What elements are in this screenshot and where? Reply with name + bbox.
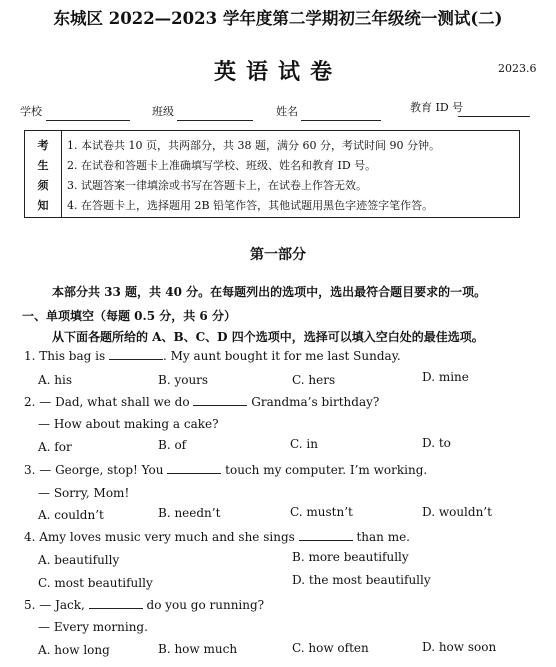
option-c[interactable]: C. hers [292, 373, 336, 387]
option-a[interactable]: A. couldn’t [38, 508, 104, 522]
exam-notice-box [24, 130, 520, 218]
notice-side-char: 生 [37, 159, 49, 172]
notice-item: 3. 试题答案一律填涂或书写在答题卡上，在试卷上作答无效。 [67, 179, 367, 192]
notice-side-char: 须 [37, 179, 49, 192]
part-intro: 本部分共 33 题，共 40 分。在每题列出的选项中，选出最符合题目要求的一项。 [52, 285, 487, 299]
name-field-line[interactable] [301, 120, 381, 121]
option-d[interactable]: D. wouldn’t [422, 505, 492, 519]
subject-title: 英语试卷 [213, 59, 342, 85]
notice-item: 2. 在试卷和答题卡上准确填写学校、班级、姓名和教育 ID 号。 [67, 159, 377, 172]
option-d[interactable]: D. how soon [422, 640, 497, 654]
section-instruction: 从下面各题所给的 A、B、C、D 四个选项中，选择可以填入空白处的最佳选项。 [52, 330, 484, 344]
notice-side-char: 知 [37, 199, 49, 212]
option-d[interactable]: D. mine [422, 370, 469, 384]
part-title: 第一部分 [250, 247, 306, 263]
notice-item: 1. 本试卷共 10 页，共两部分，共 38 题，满分 60 分，考试时间 90 分钟。 [67, 139, 440, 152]
option-a[interactable]: A. beautifully [38, 553, 120, 567]
option-a[interactable]: A. his [38, 373, 73, 387]
section-title: 一、单项填空（每题 0.5 分，共 6 分） [22, 309, 236, 323]
notice-side-char: 考 [37, 139, 49, 152]
option-b[interactable]: B. needn’t [158, 506, 221, 520]
option-b[interactable]: B. how much [158, 642, 238, 656]
option-c[interactable]: C. mustn’t [290, 505, 353, 519]
option-b[interactable]: B. of [158, 438, 187, 452]
question-3-stem: 3. — George, stop! You touch my computer. I’m working. [24, 463, 428, 477]
answer-blank [193, 395, 247, 406]
option-a[interactable]: A. for [38, 440, 72, 454]
school-label: 学校 [20, 105, 42, 118]
answer-blank [167, 463, 221, 474]
question-2-stem: 2. — Dad, what shall we do Grandma’s birthday? [24, 395, 380, 409]
class-label: 班级 [152, 105, 174, 118]
question-5-stem: 5. — Jack, do you go running? [24, 598, 265, 612]
exam-title: 东城区 2022—2023 学年度第二学期初三年级统一测试(二) [53, 9, 503, 28]
option-a[interactable]: A. how long [38, 643, 110, 657]
answer-blank [299, 530, 353, 541]
option-b[interactable]: B. more beautifully [292, 550, 409, 564]
answer-blank [109, 349, 163, 360]
option-b[interactable]: B. yours [158, 373, 209, 387]
question-3-response: — Sorry, Mom! [38, 486, 130, 500]
school-field-line[interactable] [46, 120, 130, 121]
class-field-line[interactable] [177, 120, 253, 121]
question-1-stem: 1. This bag is . My aunt bought it for me last Sunday. [24, 349, 401, 363]
notice-side-label [25, 131, 62, 217]
option-c[interactable]: C. most beautifully [38, 576, 153, 590]
id-field-line[interactable] [458, 116, 530, 117]
option-c[interactable]: C. how often [292, 641, 369, 655]
name-label: 姓名 [276, 105, 298, 118]
notice-item: 4. 在答题卡上，选择题用 2B 铅笔作答，其他试题用黑色字迹签字笔作答。 [67, 199, 434, 212]
option-c[interactable]: C. in [290, 437, 318, 451]
question-4-stem: 4. Amy loves music very much and she sings than me. [24, 530, 410, 544]
answer-blank [89, 598, 143, 609]
question-5-response: — Every morning. [38, 620, 148, 634]
option-d[interactable]: D. the most beautifully [292, 573, 431, 587]
question-2-response: — How about making a cake? [38, 417, 219, 431]
option-d[interactable]: D. to [422, 436, 451, 450]
id-label: 教育 ID 号 [410, 101, 464, 114]
exam-date: 2023.6 [498, 62, 537, 75]
